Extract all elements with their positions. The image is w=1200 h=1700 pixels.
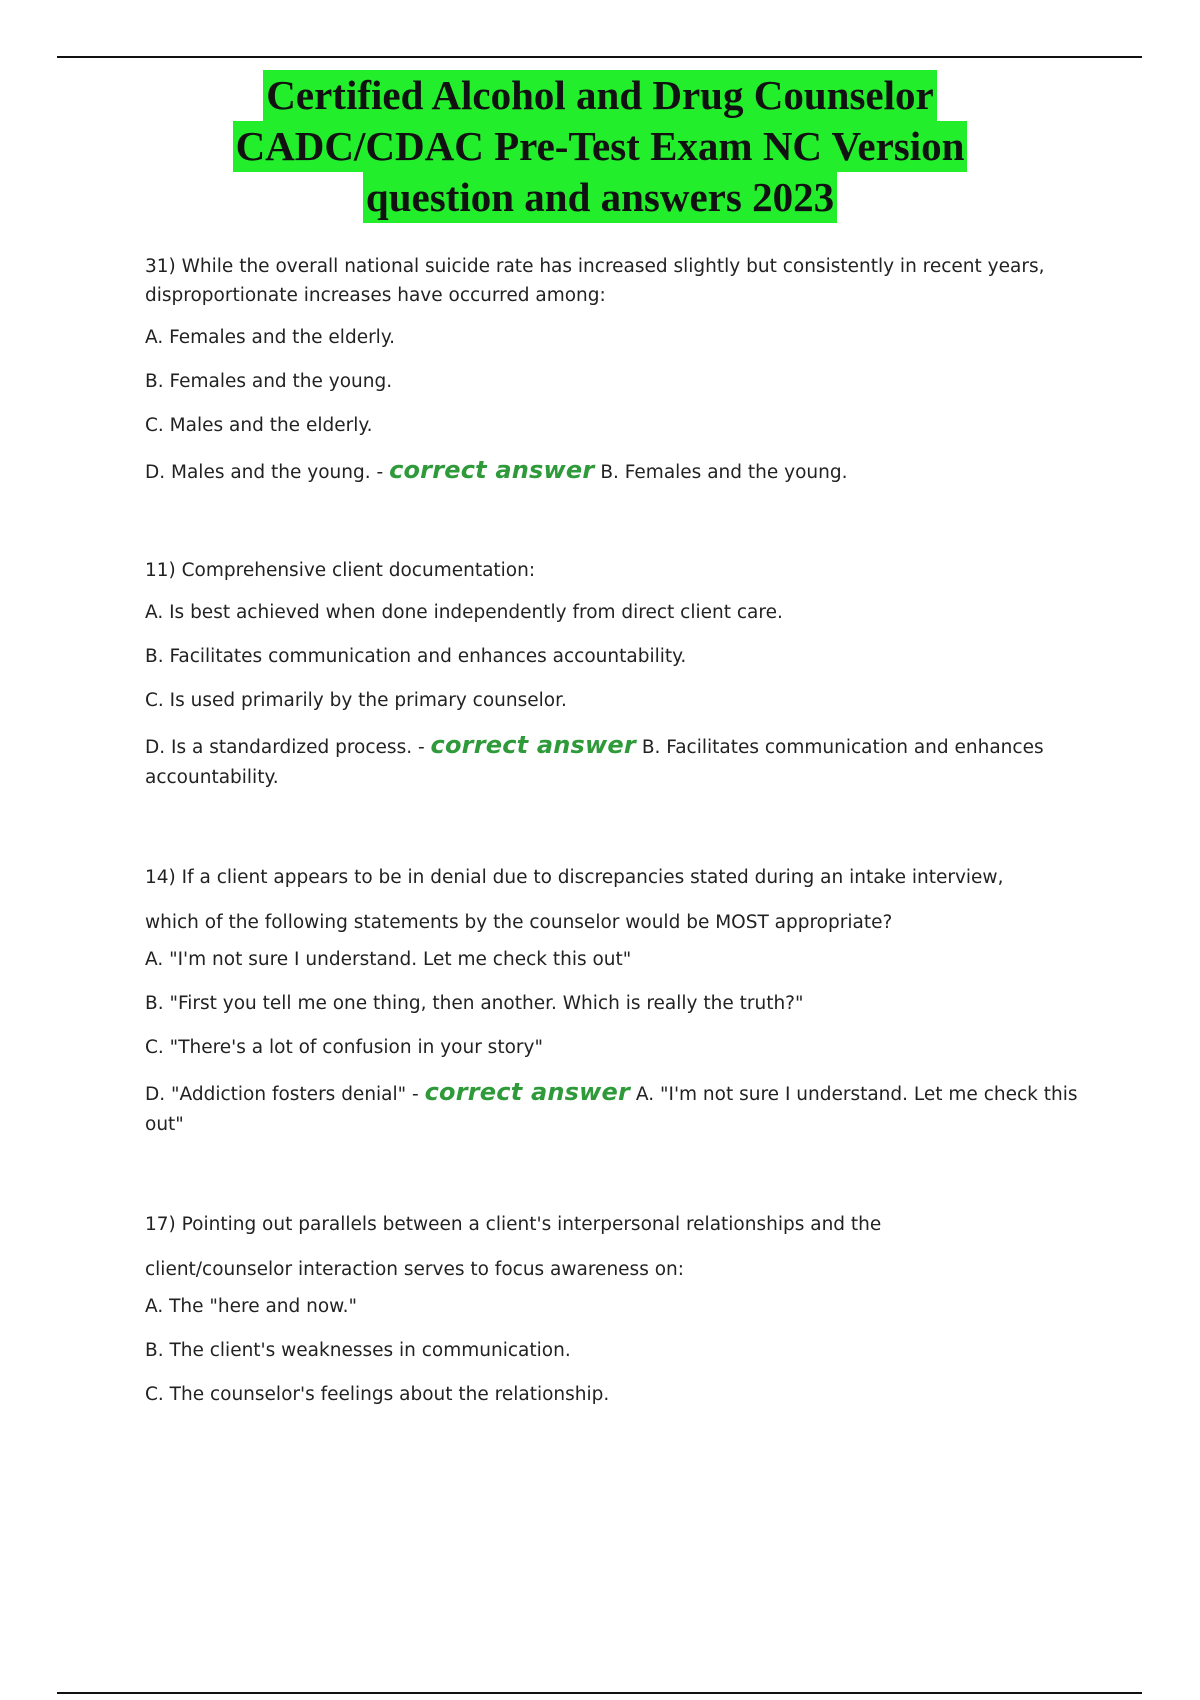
option-a: A. Females and the elderly.: [145, 327, 396, 348]
title-line: question and answers 2023: [363, 172, 837, 223]
option-b: B. The client's weaknesses in communication.: [145, 1340, 571, 1361]
option-a: A. Is best achieved when done independently from direct client care.: [145, 602, 783, 623]
option-b: B. "First you tell me one thing, then another. Which is really the truth?": [145, 993, 804, 1014]
question-stem: [145, 855, 1085, 945]
stem-line: disproportionate increases have occurred among:: [145, 285, 606, 306]
title-line: CADC/CDAC Pre-Test Exam NC Version: [233, 121, 968, 172]
option-a: A. The "here and now.": [145, 1296, 358, 1317]
option-d: D. Is a standardized process. -: [145, 737, 425, 758]
option-d-with-answer: [145, 1077, 1085, 1140]
question-stem: [145, 252, 1085, 310]
question-31: [145, 252, 1085, 488]
question-11: [145, 556, 1085, 793]
question-stem: [145, 556, 1085, 585]
question-14: [145, 855, 1085, 1140]
stem-line: 14) If a client appears to be in denial due to discrepancies stated during an intake interview,: [145, 867, 1004, 888]
option-c: C. "There's a lot of confusion in your story": [145, 1037, 543, 1058]
answer-text: A. "I'm not sure I understand. Let me check this out": [145, 1084, 1078, 1135]
stem-line: client/counselor interaction serves to focus awareness on:: [145, 1259, 684, 1280]
top-rule: [57, 56, 1142, 58]
option-c: C. The counselor's feelings about the relationship.: [145, 1384, 610, 1405]
option-d: D. Males and the young. -: [145, 462, 384, 483]
option-d: D. "Addiction fosters denial" -: [145, 1084, 419, 1105]
bottom-rule: [57, 1692, 1142, 1694]
correct-answer-label: correct answer: [430, 731, 636, 759]
option-d-with-answer: [145, 455, 1085, 488]
option-c: C. Is used primarily by the primary counselor.: [145, 690, 567, 711]
stem-line: which of the following statements by the counselor would be MOST appropriate?: [145, 912, 893, 933]
stem-line: 17) Pointing out parallels between a client's interpersonal relationships and the: [145, 1214, 882, 1235]
option-c: C. Males and the elderly.: [145, 415, 373, 436]
answer-text: B. Facilitates communication and enhances accountability.: [145, 737, 1044, 788]
correct-answer-label: correct answer: [389, 456, 595, 484]
option-b: B. Females and the young.: [145, 371, 393, 392]
answer-text: B. Females and the young.: [600, 462, 848, 483]
option-a: A. "I'm not sure I understand. Let me check this out": [145, 949, 632, 970]
page-title: [100, 70, 1100, 223]
question-stem: [145, 1202, 1085, 1292]
option-d-with-answer: [145, 730, 1085, 793]
question-17: [145, 1202, 1085, 1409]
correct-answer-label: correct answer: [424, 1078, 630, 1106]
stem-line: 31) While the overall national suicide rate has increased slightly but consistently in recent years,: [145, 256, 1045, 277]
question-list: [145, 252, 1085, 1459]
title-line: Certified Alcohol and Drug Counselor: [263, 70, 936, 121]
option-b: B. Facilitates communication and enhances accountability.: [145, 646, 687, 667]
stem-line: 11) Comprehensive client documentation:: [145, 560, 536, 581]
